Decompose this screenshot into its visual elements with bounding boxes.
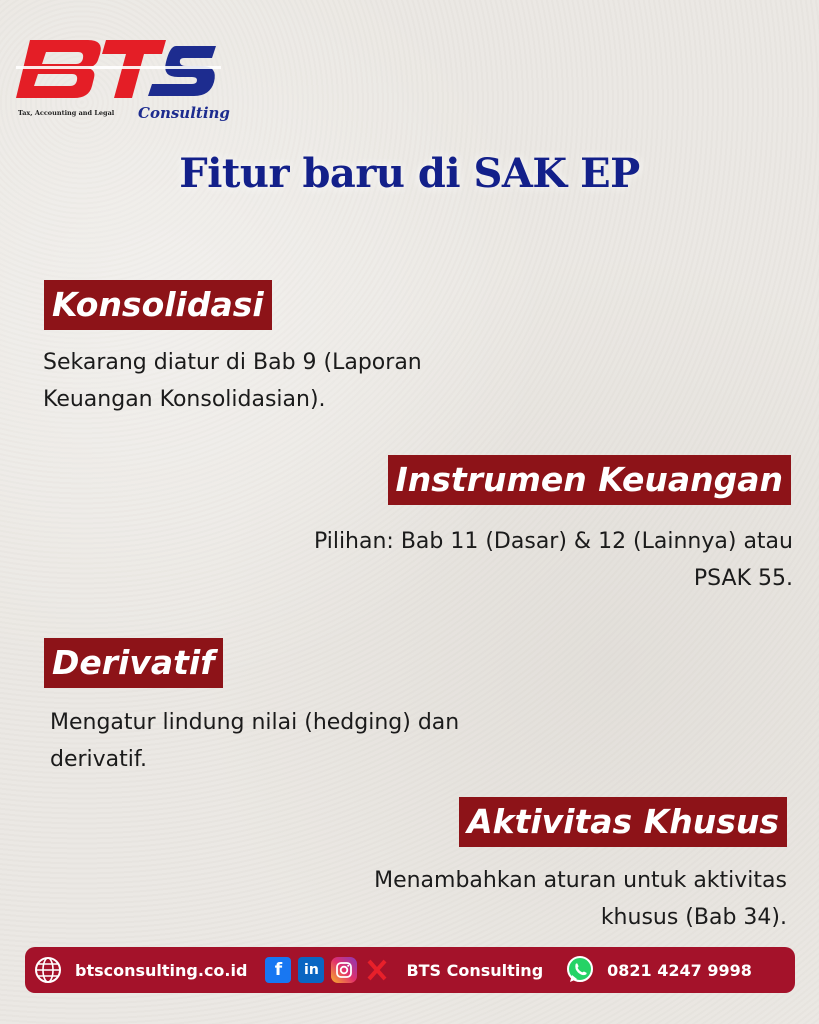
text-line: Menambahkan aturan untuk aktivitas (374, 868, 787, 893)
logo-tagline: Tax, Accounting and Legal (18, 109, 115, 117)
footer-bar (25, 947, 795, 993)
logo-consulting-text: Consulting (138, 104, 230, 122)
text-aktivitas-khusus (374, 862, 787, 936)
text-konsolidasi (43, 344, 422, 418)
facebook-icon[interactable]: f (265, 957, 291, 983)
globe-icon (33, 955, 63, 985)
social-name: BTS Consulting (406, 960, 544, 980)
bts-logo (16, 36, 230, 128)
whatsapp-icon[interactable] (565, 955, 595, 985)
heading-konsolidasi: Konsolidasi (44, 280, 272, 330)
bts-logo-mark (16, 36, 221, 106)
phone-number[interactable]: 0821 4247 9998 (607, 960, 752, 980)
heading-instrumen-keuangan: Instrumen Keuangan (388, 455, 792, 505)
page-title: Fitur baru di SAK EP (179, 150, 640, 197)
text-line: khusus (Bab 34). (600, 905, 787, 930)
text-line: Mengatur lindung nilai (hedging) dan (50, 710, 460, 735)
x-icon[interactable] (364, 957, 390, 983)
website-link[interactable]: btsconsulting.co.id (75, 960, 248, 980)
heading-derivatif: Derivatif (44, 638, 223, 688)
text-line: Pilihan: Bab 11 (Dasar) & 12 (Lainnya) atau (313, 529, 793, 554)
text-line: PSAK 55. (693, 566, 793, 591)
text-derivatif (50, 704, 459, 778)
linkedin-icon[interactable]: in (298, 957, 324, 983)
text-line: Sekarang diatur di Bab 9 (Laporan (43, 350, 422, 375)
heading-aktivitas-khusus: Aktivitas Khusus (459, 797, 787, 847)
text-instrumen-keuangan (314, 523, 793, 597)
text-line: derivatif. (50, 747, 148, 772)
text-line: Keuangan Konsolidasian). (43, 387, 326, 412)
instagram-icon[interactable] (331, 957, 357, 983)
